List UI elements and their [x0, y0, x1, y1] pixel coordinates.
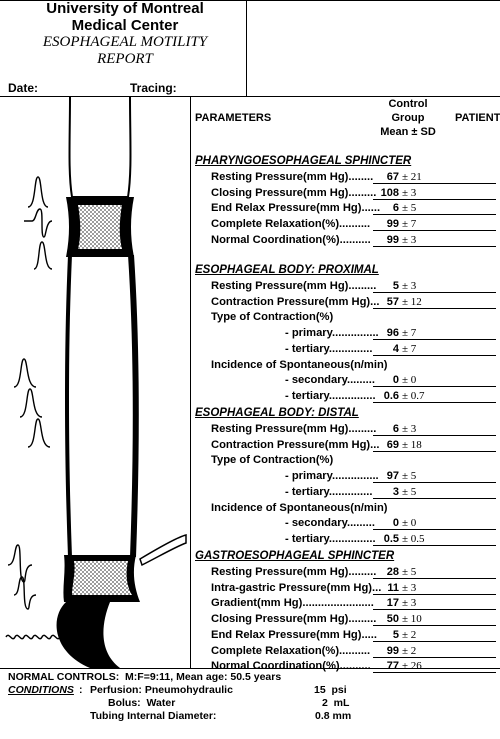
control-sd: ± 7: [402, 218, 417, 231]
control-sd: ± 5: [402, 485, 417, 498]
parameter-label: Resting Pressure(mm Hg).........: [211, 280, 377, 292]
control-mean: 99: [386, 233, 399, 246]
parameter-label: End Relax Pressure(mm Hg).....: [211, 628, 377, 641]
perfusion-label: Perfusion: Pneumohydraulic: [90, 684, 233, 696]
pressure-waveforms: [6, 177, 60, 639]
parameter-label: Normal Coordination(%)..........: [211, 233, 371, 246]
control-mean: 96: [386, 327, 399, 340]
parameter-label: Closing Pressure(mm Hg).........: [211, 613, 377, 626]
esophagus-left-wall: [65, 255, 72, 557]
control-mean: 99: [386, 644, 399, 657]
control-value: [373, 187, 496, 200]
control-mean: 108: [380, 186, 399, 199]
control-value: [373, 234, 496, 247]
control-mean: 5: [392, 280, 399, 292]
parameter-label: End Relax Pressure(mm Hg)......: [211, 202, 381, 215]
control-sd: ± 10: [402, 613, 422, 626]
control-value: [373, 439, 496, 452]
control-sd: ± 2: [402, 644, 417, 657]
control-sd: ± 5: [402, 202, 417, 215]
control-value: [373, 566, 496, 579]
control-sd: ± 0: [402, 374, 417, 387]
parameter-label: Closing Pressure(mm Hg).........: [211, 186, 377, 199]
esophagus-diagram: [0, 97, 190, 668]
parameter-label: Complete Relaxation(%)..........: [211, 644, 371, 657]
parameter-label: Type of Contraction(%): [211, 454, 334, 467]
parameter-label: - tertiary..............: [285, 342, 373, 355]
header-divider-vertical: [246, 0, 247, 97]
conditions-label: CONDITIONS: [8, 684, 74, 696]
control-mean: 3: [392, 485, 399, 498]
control-sd: ± 3: [402, 423, 417, 435]
control-value: [373, 613, 496, 626]
stomach: [57, 602, 120, 668]
control-sd: ± 2: [402, 628, 417, 641]
parameter-label: Resting Pressure(mm Hg).........: [211, 423, 377, 435]
parameter-label: Resting Pressure(mm Hg)........: [211, 171, 374, 183]
parameter-label: Incidence of Spontaneous(n/min): [211, 501, 388, 514]
control-mean: 0: [392, 374, 399, 387]
control-sd: ± 0.5: [402, 532, 425, 545]
section-title: GASTROESOPHAGEAL SPHINCTER: [195, 550, 395, 562]
control-sd: ± 0: [402, 517, 417, 530]
control-value: [373, 517, 496, 530]
control-sd: ± 3: [402, 280, 417, 292]
parameter-label: - primary...............: [285, 470, 379, 483]
control-mean: 0.6: [383, 389, 399, 402]
tracing-label: Tracing:: [130, 81, 177, 95]
control-mean: 57: [386, 295, 399, 308]
control-value: [373, 390, 496, 403]
pharynx-outline: [70, 97, 131, 197]
bolus-value: 2 mL: [322, 697, 350, 709]
control-mean: 99: [386, 218, 399, 231]
control-sd: ± 3: [402, 581, 417, 594]
parameter-label: Complete Relaxation(%)..........: [211, 218, 371, 231]
control-sd: ± 7: [402, 327, 417, 340]
control-mean: 28: [386, 566, 399, 578]
control-mean: 50: [386, 613, 399, 626]
catheter: [140, 535, 186, 565]
section-title: ESOPHAGEAL BODY: DISTAL: [195, 407, 359, 419]
section-title: ESOPHAGEAL BODY: PROXIMAL: [195, 264, 379, 276]
control-mean: 69: [386, 438, 399, 451]
control-sd: ± 3: [402, 186, 417, 199]
parameter-label: - tertiary...............: [285, 532, 376, 545]
control-sd: ± 3: [402, 597, 417, 610]
control-mean: 5: [392, 628, 399, 641]
control-sd: ± 0.7: [402, 389, 425, 402]
section-title: PHARYNGOESOPHAGEAL SPHINCTER: [195, 155, 412, 167]
lower-sphincter-fill: [72, 561, 132, 595]
column-divider: [190, 97, 191, 669]
institution-name: University of Montreal: [46, 0, 204, 17]
tubing-value: 0.8 mm: [315, 710, 352, 722]
control-value: [373, 280, 496, 293]
esophagus-right-wall: [128, 255, 139, 557]
report-subtitle: REPORT: [97, 51, 153, 67]
control-sd: ± 7: [402, 342, 417, 355]
patient-header: PATIENT: [455, 112, 500, 124]
control-group-header: [378, 97, 438, 139]
control-mean: 0: [392, 517, 399, 530]
control-value: [373, 597, 496, 610]
control-value: [373, 343, 496, 356]
parameter-label: Type of Contraction(%): [211, 311, 334, 324]
upper-sphincter-fill: [78, 205, 122, 249]
control-header-line2: Group: [391, 112, 425, 124]
parameter-label: - primary...............: [285, 327, 379, 340]
control-value: [373, 629, 496, 642]
institution-subname: Medical Center: [71, 17, 179, 34]
parameter-label: - tertiary..............: [285, 485, 373, 498]
control-sd: ± 3: [402, 233, 417, 246]
parameter-label: Incidence of Spontaneous(n/min): [211, 358, 388, 371]
control-value: [373, 171, 496, 184]
perfusion-value: 15 psi: [314, 684, 347, 696]
control-mean: 4: [392, 342, 399, 355]
parameter-label: Resting Pressure(mm Hg).........: [211, 566, 377, 578]
control-mean: 97: [386, 470, 399, 483]
control-sd: ± 5: [402, 566, 417, 578]
control-value: [373, 296, 496, 309]
control-value: [373, 374, 496, 387]
control-value: [373, 327, 496, 340]
parameter-label: - secondary.........: [285, 374, 375, 387]
control-mean: 0.5: [383, 532, 399, 545]
parameter-label: Contraction Pressure(mm Hg)...: [211, 438, 380, 451]
control-header-line1: Control: [388, 98, 428, 110]
control-sd: ± 12: [402, 295, 422, 308]
control-mean: 6: [392, 423, 399, 435]
control-mean: 77: [386, 660, 399, 673]
control-value: [373, 660, 496, 673]
control-mean: 67: [386, 171, 399, 183]
control-value: [373, 582, 496, 595]
control-value: [373, 645, 496, 658]
report-title: ESOPHAGEAL MOTILITY: [42, 34, 208, 50]
tubing-label: Tubing Internal Diameter:: [90, 710, 217, 722]
parameter-label: Contraction Pressure(mm Hg)...: [211, 295, 380, 308]
parameter-label: Normal Coordination(%)..........: [211, 660, 371, 673]
parameter-label: Intra-gastric Pressure(mm Hg)...: [211, 581, 382, 594]
control-mean: 17: [386, 597, 399, 610]
parameter-label: - tertiary...............: [285, 389, 376, 402]
parameter-label: Gradient(mm Hg).......................: [211, 597, 374, 610]
control-sd: ± 18: [402, 438, 422, 451]
normal-controls: NORMAL CONTROLS: M:F=9:11, Mean age: 50.5 years: [8, 671, 282, 683]
parameter-label: - secondary.........: [285, 517, 375, 530]
control-value: [373, 423, 496, 436]
date-label: Date:: [8, 81, 39, 95]
control-sd: ± 21: [402, 171, 422, 183]
bolus-label: Bolus: Water: [108, 697, 176, 709]
control-value: [373, 533, 496, 546]
control-value: [373, 202, 496, 215]
control-sd: ± 5: [402, 470, 417, 483]
control-value: [373, 470, 496, 483]
control-value: [373, 218, 496, 231]
control-value: [373, 486, 496, 499]
control-mean: 11: [387, 581, 399, 594]
control-sd: ± 26: [402, 660, 422, 673]
parameters-header: PARAMETERS: [195, 112, 272, 124]
control-mean: 6: [392, 202, 399, 215]
control-header-line3: Mean ± SD: [380, 126, 436, 138]
